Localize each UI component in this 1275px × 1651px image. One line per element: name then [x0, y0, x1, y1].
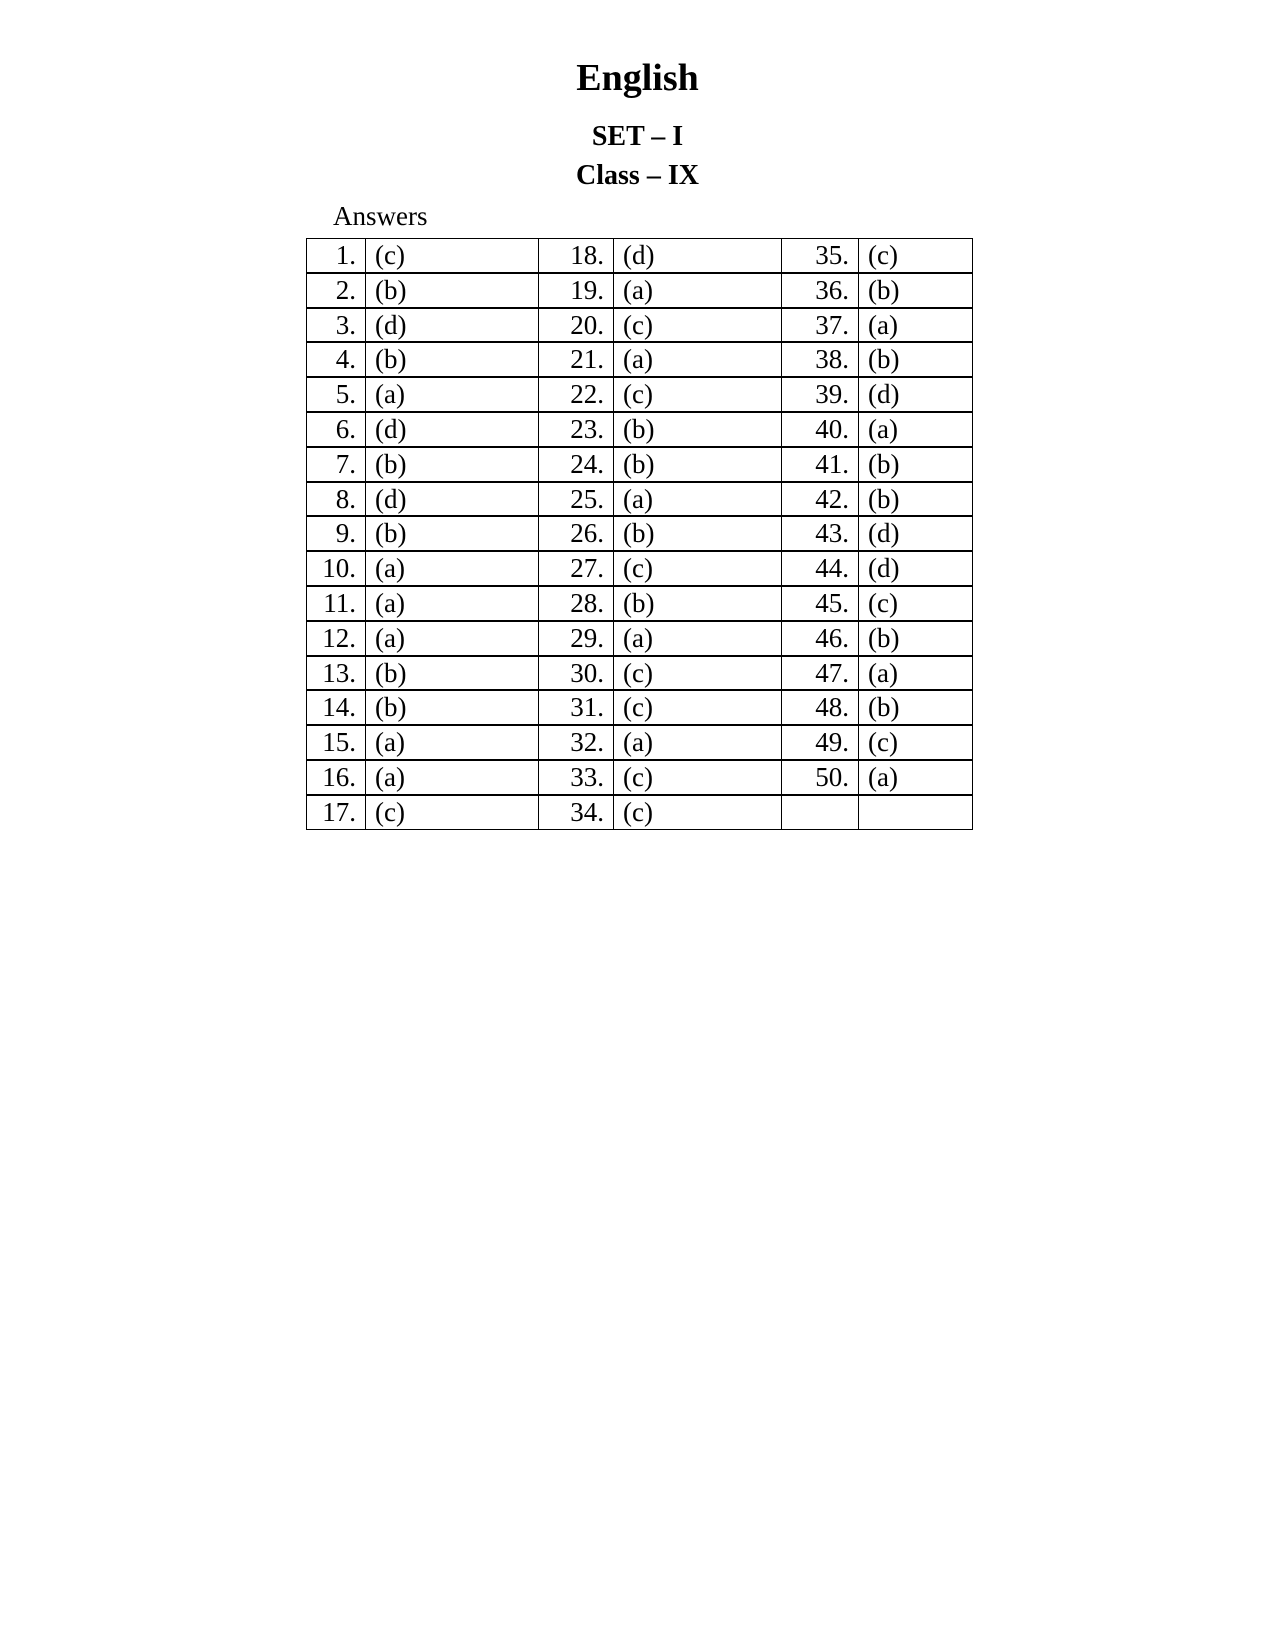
answer-option: (c): [365, 238, 539, 273]
answer-option: (d): [365, 412, 539, 447]
question-number: 49.: [781, 725, 859, 760]
answer-option: (b): [365, 273, 539, 308]
answer-option: (a): [613, 621, 782, 656]
answer-option: (b): [858, 482, 973, 517]
question-number: 10.: [306, 551, 366, 586]
answer-option: (a): [365, 621, 539, 656]
answer-option: (a): [613, 342, 782, 377]
question-number: 42.: [781, 482, 859, 517]
answer-option: (b): [365, 342, 539, 377]
question-number: 38.: [781, 342, 859, 377]
answer-option: (b): [858, 690, 973, 725]
answer-option: (a): [858, 412, 973, 447]
question-number: 45.: [781, 586, 859, 621]
question-number: 37.: [781, 308, 859, 343]
set-heading: SET – I: [591, 121, 684, 152]
question-number: 16.: [306, 760, 366, 795]
question-number: 29.: [538, 621, 614, 656]
question-number: 13.: [306, 656, 366, 691]
question-number: 14.: [306, 690, 366, 725]
answer-option: (d): [858, 377, 973, 412]
answers-label: Answers: [333, 201, 428, 231]
answer-option: (a): [365, 760, 539, 795]
question-number: 3.: [306, 308, 366, 343]
question-number: 5.: [306, 377, 366, 412]
question-number: 18.: [538, 238, 614, 273]
question-number: 20.: [538, 308, 614, 343]
question-number: 4.: [306, 342, 366, 377]
answer-option: (c): [613, 760, 782, 795]
answer-option: (c): [858, 725, 973, 760]
answer-option: (a): [365, 725, 539, 760]
question-number: 30.: [538, 656, 614, 691]
answer-option: (a): [613, 273, 782, 308]
question-number: 35.: [781, 238, 859, 273]
answer-option: (d): [365, 482, 539, 517]
answer-option: (b): [365, 656, 539, 691]
question-number: 40.: [781, 412, 859, 447]
question-number: 19.: [538, 273, 614, 308]
answer-option: (a): [365, 551, 539, 586]
answer-option: (d): [858, 516, 973, 551]
answer-option: (b): [365, 690, 539, 725]
page-title: English: [576, 57, 699, 99]
answer-option: (b): [858, 342, 973, 377]
question-number: 39.: [781, 377, 859, 412]
answer-option: (b): [613, 412, 782, 447]
answer-option: (b): [858, 621, 973, 656]
question-number: 9.: [306, 516, 366, 551]
answer-option: (a): [365, 377, 539, 412]
question-number: 33.: [538, 760, 614, 795]
question-number: 21.: [538, 342, 614, 377]
answer-option: (b): [858, 447, 973, 482]
answer-option: (c): [858, 238, 973, 273]
answer-option: (a): [365, 586, 539, 621]
question-number: 36.: [781, 273, 859, 308]
question-number: [781, 795, 859, 830]
answer-option: (c): [613, 308, 782, 343]
class-heading: Class – IX: [576, 160, 699, 191]
answer-option: [858, 795, 973, 830]
question-number: 28.: [538, 586, 614, 621]
question-number: 32.: [538, 725, 614, 760]
question-number: 23.: [538, 412, 614, 447]
answer-option: (a): [613, 725, 782, 760]
answer-option: (d): [858, 551, 973, 586]
answer-key-table: [306, 238, 972, 830]
question-number: 15.: [306, 725, 366, 760]
question-number: 50.: [781, 760, 859, 795]
answer-option: (d): [365, 308, 539, 343]
answer-option: (c): [365, 795, 539, 830]
answer-option: (a): [858, 308, 973, 343]
question-number: 22.: [538, 377, 614, 412]
answer-option: (c): [613, 795, 782, 830]
question-number: 27.: [538, 551, 614, 586]
answer-option: (a): [858, 760, 973, 795]
question-number: 41.: [781, 447, 859, 482]
answer-option: (b): [613, 586, 782, 621]
question-number: 7.: [306, 447, 366, 482]
answer-option: (a): [613, 482, 782, 517]
answer-option: (c): [613, 690, 782, 725]
answer-option: (b): [613, 516, 782, 551]
question-number: 12.: [306, 621, 366, 656]
answer-option: (d): [613, 238, 782, 273]
question-number: 26.: [538, 516, 614, 551]
question-number: 2.: [306, 273, 366, 308]
question-number: 43.: [781, 516, 859, 551]
question-number: 1.: [306, 238, 366, 273]
answer-option: (b): [613, 447, 782, 482]
question-number: 25.: [538, 482, 614, 517]
question-number: 48.: [781, 690, 859, 725]
answer-option: (c): [613, 551, 782, 586]
question-number: 11.: [306, 586, 366, 621]
question-number: 8.: [306, 482, 366, 517]
answer-option: (c): [613, 656, 782, 691]
answer-option: (c): [858, 586, 973, 621]
question-number: 17.: [306, 795, 366, 830]
question-number: 24.: [538, 447, 614, 482]
answer-option: (b): [858, 273, 973, 308]
answer-option: (c): [613, 377, 782, 412]
answer-option: (a): [858, 656, 973, 691]
question-number: 44.: [781, 551, 859, 586]
question-number: 47.: [781, 656, 859, 691]
answer-option: (b): [365, 516, 539, 551]
question-number: 34.: [538, 795, 614, 830]
question-number: 46.: [781, 621, 859, 656]
question-number: 31.: [538, 690, 614, 725]
answer-option: (b): [365, 447, 539, 482]
question-number: 6.: [306, 412, 366, 447]
